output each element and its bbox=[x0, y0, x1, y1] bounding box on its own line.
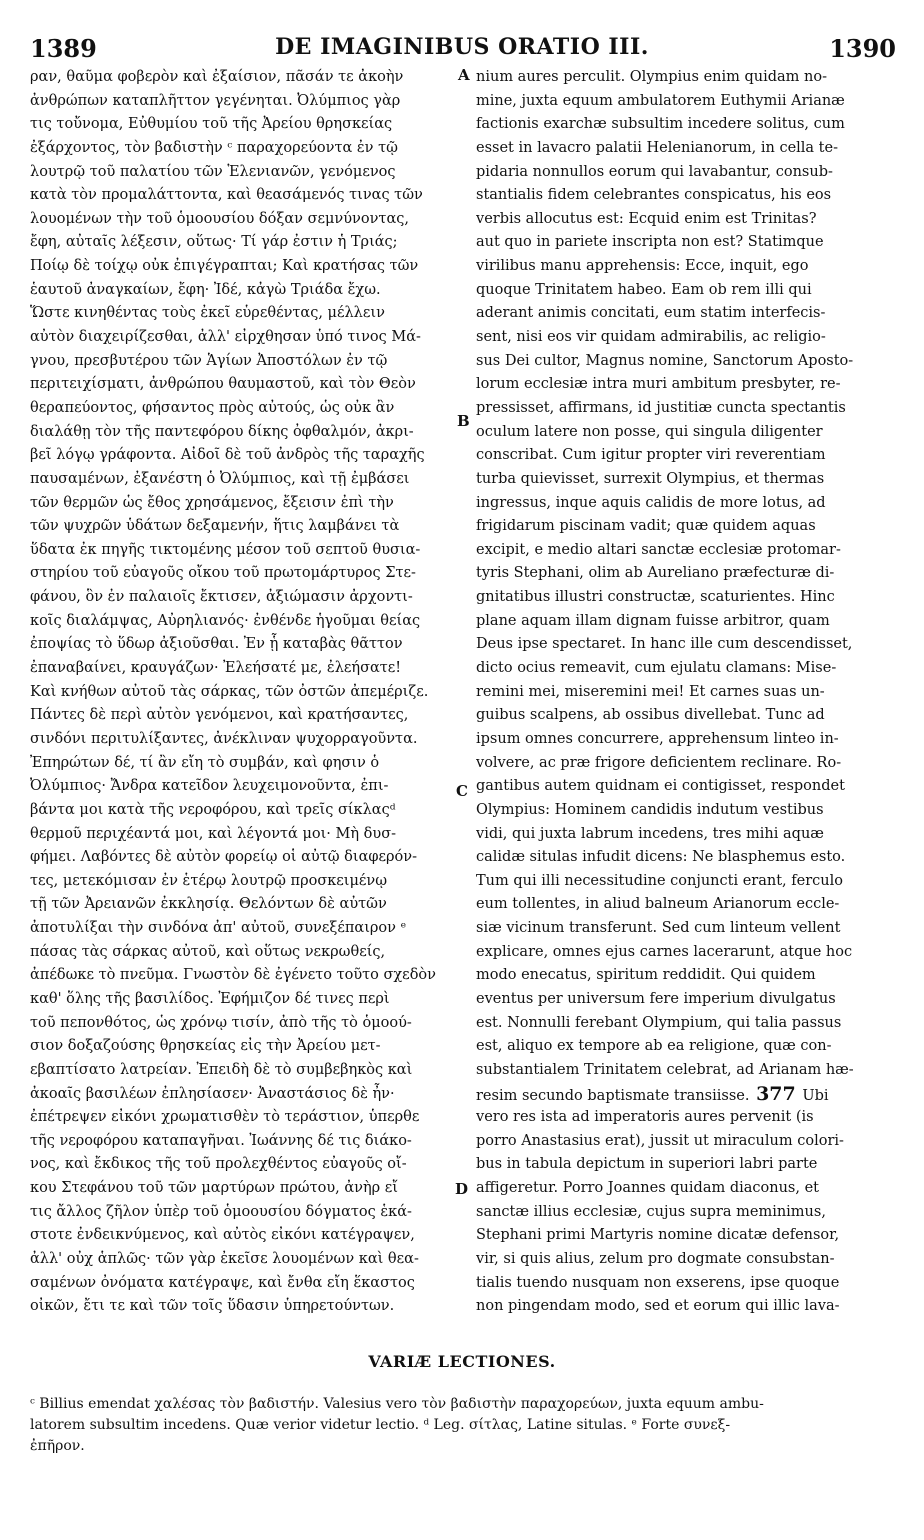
latin-text-line: dicto ocius remeavit, cum ejulatu clamans: Mise- bbox=[476, 660, 837, 677]
greek-text-line: ἀποτυλίξαι τὴν σινδόνα ἀπ' αὐτοῦ, συνεξέπαιρον ᵉ bbox=[30, 920, 407, 937]
greek-text-line: στηρίου τοῦ εὐαγοῦς οἴκου τοῦ πρωτομάρτυρος Στε- bbox=[30, 565, 416, 582]
greek-text-line: λουομένων τὴν τοῦ ὁμοουσίου δόξαν σεμνύνοντας, bbox=[30, 210, 409, 227]
latin-text-line: quoque Trinitatem habeo. Eam ob rem illi qui bbox=[476, 281, 812, 298]
greek-text-line: στοτε ἐνδεικνύμενος, καὶ αὐτὸς εἰκόνι κατέγραψεν, bbox=[30, 1227, 415, 1244]
greek-text-line: βεῖ λόγῳ γράφοντα. Αἰδοῖ δὲ τοῦ ἀνδρὸς τῆς ταραχῆς bbox=[30, 447, 425, 464]
greek-text-line: τῶν θερμῶν ὡς ἔθος χρησάμενος, ἔξεισιν ἐπὶ τὴν bbox=[30, 494, 394, 511]
greek-text-line: τις τοὔνομα, Εὐθυμίου τοῦ τῆς Ἀρείου θρησκείας bbox=[30, 116, 393, 133]
greek-text-line: Πάντες δὲ περὶ αὐτὸν γενόμενοι, καὶ κρατήσαντες, bbox=[30, 707, 409, 724]
latin-text-line: porro Anastasius erat), jussit ut miraculum colori- bbox=[476, 1132, 844, 1149]
page-number-left: 1389 bbox=[30, 34, 97, 63]
latin-text-line: oculum latere non posse, qui singula diligenter bbox=[476, 423, 823, 440]
greek-text-line: παυσαμένων, ἐξανέστη ὁ Ὀλύμπιος, καὶ τῇ ἐμβάσει bbox=[30, 470, 410, 487]
latin-text-line: resim secundo baptismate transiisse. 377 Ubi bbox=[476, 1082, 829, 1105]
variae-note-line: latorem subsultim incedens. Quæ verior videtur lectio. ᵈ Leg. σίτλας, Latine situlas. ᵉ Forte συνεξ- bbox=[30, 1417, 731, 1433]
latin-text-line: bus in tabula depictum in superiori labri parte bbox=[476, 1156, 818, 1173]
greek-text-line: Ὥστε κινηθέντας τοὺς ἐκεῖ εὑρεθέντας, μέλλειν bbox=[30, 305, 385, 322]
greek-text-line: καθ' ὅλης τῆς βασιλίδος. Ἐφήμιζον δέ τινες περὶ bbox=[30, 990, 390, 1007]
greek-text-line: θεραπεύοντος, φήσαντος πρὸς αὐτούς, ὡς οὐκ ἂν bbox=[30, 399, 395, 416]
greek-text-line: κοῖς διαλάμψας, Αὐρηλιανός· ἐνθένδε ἡγοῦμαι θείας bbox=[30, 612, 421, 629]
latin-text-line: est. Nonnulli ferebant Olympium, qui talia passus bbox=[476, 1014, 842, 1031]
latin-text-line: pressisset, affirmans, id justitiæ cuncta spectantis bbox=[476, 399, 846, 416]
latin-text-line: stantialis fidem celebrantes conspicatus, his eos bbox=[476, 187, 832, 204]
latin-text-line: vidi, qui juxta labrum incedens, tres mihi aquæ bbox=[476, 825, 824, 842]
latin-text-line: calidæ situlas infudit dicens: Ne blasphemus esto. bbox=[476, 849, 846, 866]
greek-text-line: τις ἄλλος ζῆλον ὑπὲρ τοῦ ὁμοουσίου δόγματος ἑκά- bbox=[30, 1203, 412, 1220]
latin-text-line: est, aliquo ex tempore ab ea religione, quæ con- bbox=[476, 1038, 832, 1055]
latin-text-line: ipsum omnes concurrere, apprehensum linteo in- bbox=[476, 730, 839, 747]
latin-text-line: volvere, ac præ frigore deficientem reclinare. Ro- bbox=[476, 754, 842, 771]
latin-text-line: remini mei, miseremini mei! Et carnes suas un- bbox=[476, 683, 825, 700]
latin-text-line: lorum ecclesiæ intra muri ambitum presbyter, re- bbox=[476, 376, 841, 393]
latin-text-line: affigeretur. Porro Joannes quidam diaconus, et bbox=[476, 1180, 819, 1197]
latin-text-line: siæ vicinum transferunt. Sed cum linteum vellent bbox=[476, 920, 841, 937]
section-marker-d: D bbox=[455, 1180, 469, 1198]
greek-text-line: Ἐπηρώτων δέ, τί ἂν εἴη τὸ συμβάν, καὶ φησιν ὁ bbox=[30, 754, 380, 771]
greek-text-line: κου Στεφάνου τοῦ τῶν μαρτύρων πρώτου, ἀνὴρ εἴ bbox=[30, 1180, 398, 1197]
latin-text-line: pidaria nonnullos eorum qui lavabantur, consub- bbox=[476, 163, 833, 180]
latin-text-line: virilibus manu apprehensis: Ecce, inquit, ego bbox=[476, 258, 809, 275]
greek-text-line: βάντα μοι κατὰ τῆς νεροφόρου, καὶ τρεῖς σίκλαςᵈ bbox=[30, 801, 396, 818]
latin-text-line: conscribat. Cum igitur propter viri reverentiam bbox=[476, 447, 826, 464]
latin-inline-word: Ubi bbox=[802, 1087, 829, 1104]
greek-text-line: ἑαυτοῦ ἀναγκαίων, ἔφη· Ἰδέ, κἀγὼ Τριάδα ἔχω. bbox=[30, 281, 381, 298]
latin-text-line: excipit, e medio altari sanctæ ecclesiæ protomar- bbox=[476, 541, 841, 558]
greek-text-line: τῆς νεροφόρου καταπαγῆναι. Ἰωάννης δέ τις διάκο- bbox=[30, 1132, 412, 1149]
section-marker-c: C bbox=[456, 782, 468, 800]
latin-text-line: frigidarum piscinam vadit; quæ quidem aquas bbox=[476, 518, 816, 535]
greek-text-column bbox=[30, 66, 458, 1319]
greek-text-line: ἐποψίας τὸ ὕδωρ ἀξιοῦσθαι. Ἐν ᾗ καταβὰς θᾶττον bbox=[30, 636, 403, 653]
greek-text-line: Καὶ κνήθων αὐτοῦ τὰς σάρκας, τῶν ὀστῶν ἀπεμέριζε. bbox=[30, 683, 429, 700]
latin-text-line: tialis tuendo nusquam non exserens, ipse quoque bbox=[476, 1274, 840, 1291]
column-number: 377 bbox=[749, 1082, 803, 1105]
latin-text-line: Deus ipse spectaret. In hanc ille cum descendisset, bbox=[476, 636, 853, 653]
latin-text-line: turba quievisset, surrexit Olympius, et thermas bbox=[476, 470, 825, 487]
greek-text-line: Ὀλύμπιος· Ἄνδρα κατεῖδον λευχειμονοῦντα, ἐπι- bbox=[30, 778, 389, 795]
greek-text-line: ὕδατα ἐκ πηγῆς τικτομένης μέσον τοῦ σεπτοῦ θυσια- bbox=[30, 541, 421, 558]
section-marker-b: B bbox=[457, 412, 470, 430]
page-header bbox=[24, 34, 900, 64]
greek-text-line: τες, μετεκόμισαν ἐν ἑτέρῳ λουτρῷ προσκειμένῳ bbox=[30, 872, 388, 889]
latin-text-line: vero res ista ad imperatoris aures pervenit (is bbox=[476, 1109, 814, 1126]
greek-text-line: λουτρῷ τοῦ παλατίου τῶν Ἑλενιανῶν, γενόμενος bbox=[30, 163, 396, 180]
greek-text-line: ἔφη, αὐταῖς λέξεσιν, οὕτως· Τί γάρ ἐστιν ἡ Τριάς; bbox=[30, 234, 398, 251]
latin-text-line: sus Dei cultor, Magnus nomine, Sanctorum Aposto- bbox=[476, 352, 854, 369]
latin-text-line: modo enecatus, spiritum reddidit. Qui quidem bbox=[476, 967, 816, 984]
latin-text-line: plane aquam illam dignam fuisse arbitror, quam bbox=[476, 612, 830, 629]
variae-lectiones-notes bbox=[30, 1394, 896, 1457]
greek-text-line: ἀπέδωκε τὸ πνεῦμα. Γνωστὸν δὲ ἐγένετο τοῦτο σχεδὸν bbox=[30, 967, 436, 984]
greek-text-line: αὐτὸν διαχειρίζεσθαι, ἀλλ' εἰρχθησαν ὑπό τινος Μά- bbox=[30, 329, 421, 346]
greek-text-line: ἀκοαῖς βασιλέων ἐπλησίασεν· Ἀναστάσιος δὲ ἦν· bbox=[30, 1085, 395, 1102]
latin-text-line: sent, nisi eos vir quidam admirabilis, ac religio- bbox=[476, 329, 826, 346]
greek-text-line: σαμένων ὀνόματα κατέγραψε, καὶ ἔνθα εἴη ἕκαστος bbox=[30, 1274, 415, 1291]
greek-text-line: ἀλλ' οὐχ ἁπλῶς· τῶν γὰρ ἐκεῖσε λουομένων καὶ θεα- bbox=[30, 1251, 419, 1268]
greek-text-line: ἐπέτρεψεν εἰκόνι χρωματισθὲν τὸ τεράστιον, ὑπερθε bbox=[30, 1109, 420, 1126]
latin-text-line: nium aures perculit. Olympius enim quidam no- bbox=[476, 69, 827, 85]
greek-text-line: σινδόνι περιτυλίξαντες, ἀνέκλιναν ψυχορραγοῦντα. bbox=[30, 730, 418, 747]
greek-text-line: σιον δοξαζούσης θρησκείας εἰς τὴν Ἀρείου μετ- bbox=[30, 1038, 381, 1055]
latin-text-line: aderant animis concitati, eum statim interfecis- bbox=[476, 305, 826, 322]
variae-lectiones-heading: VARIÆ LECTIONES. bbox=[368, 1352, 556, 1371]
greek-text-line: θερμοῦ περιχέαντά μοι, καὶ λέγοντά μοι· Μὴ δυσ- bbox=[30, 825, 397, 842]
variae-note-line: ἐπῆρον. bbox=[30, 1438, 85, 1454]
latin-text-line: gnitatibus illustri constructæ, scaturientes. Hinc bbox=[476, 589, 835, 606]
greek-text-line: φήμει. Λαβόντες δὲ αὐτὸν φορείῳ οἱ αὐτῷ διαφερόν- bbox=[30, 849, 417, 866]
latin-text-line: factionis exarchæ subsultim incedere solitus, cum bbox=[476, 116, 845, 133]
variae-note-line: ᶜ Billius emendat χαλέσας τὸν βαδιστήν. Valesius vero τὸν βαδιστὴν παραχορεύων, juxta equum ambu- bbox=[30, 1396, 764, 1412]
greek-text-line: πάσας τὰς σάρκας αὐτοῦ, καὶ οὕτως νεκρωθείς, bbox=[30, 943, 386, 960]
latin-text-line: mine, juxta equum ambulatorem Euthymii Arianæ bbox=[476, 92, 845, 109]
greek-text-line: γνου, πρεσβυτέρου τῶν Ἁγίων Ἀποστόλων ἐν τῷ bbox=[30, 352, 388, 369]
latin-text-line: substantialem Trinitatem celebrat, ad Arianam hæ- bbox=[476, 1061, 854, 1078]
greek-text-line: φάνου, ὃν ἐν παλαιοῖς ἔκτισεν, ἀξιώμασιν ἀρχοντι- bbox=[30, 589, 413, 606]
greek-text-line: τοῦ πεπονθότος, ὡς χρόνῳ τισίν, ἀπὸ τῆς τὸ ὁμοού- bbox=[30, 1014, 412, 1031]
greek-text-line: τῶν ψυχρῶν ὑδάτων δεξαμενήν, ἥτις λαμβάνει τὰ bbox=[30, 518, 400, 535]
greek-text-line: οἰκῶν, ἔτι τε καὶ τῶν τοῖς ὕδασιν ὑπηρετούντων. bbox=[30, 1298, 395, 1315]
latin-text-line: aut quo in pariete inscripta non est? Statimque bbox=[476, 234, 824, 251]
latin-text-line: explicare, omnes ejus carnes lacerarunt, atque hoc bbox=[476, 943, 853, 960]
page-number-right: 1390 bbox=[829, 34, 896, 63]
running-title: DE IMAGINIBUS ORATIO III. bbox=[275, 34, 649, 60]
greek-text-line: ραν, θαῦμα φοβερὸν καὶ ἐξαίσιον, πᾶσάν τε ἀκοὴν bbox=[30, 69, 404, 85]
greek-text-line: ἐπαναβαίνει, κραυγάζων· Ἐλεήσατέ με, ἐλεήσατε! bbox=[30, 660, 402, 677]
latin-text-line: tyris Stephani, olim ab Aureliano præfecturæ di- bbox=[476, 565, 835, 582]
latin-text-line: gantibus autem quidnam ei contigisset, respondet bbox=[476, 778, 845, 795]
greek-text-line: Ποίῳ δὲ τοίχῳ οὐκ ἐπιγέγραπται; Καὶ κρατήσας τῶν bbox=[30, 258, 419, 275]
latin-text-line: ingressus, inque aquis calidis de more lotus, ad bbox=[476, 494, 826, 511]
latin-text-line: esset in lavacro palatii Helenianorum, in cella te- bbox=[476, 139, 838, 156]
latin-text-line: Stephani primi Martyris nomine dicatæ defensor, bbox=[476, 1227, 840, 1244]
latin-text-line: non pingendam modo, sed et eorum qui illic lava- bbox=[476, 1298, 840, 1315]
greek-text-line: τῇ τῶν Ἀρειανῶν ἐκκλησίᾳ. Θελόντων δὲ αὐτῶν bbox=[30, 896, 387, 913]
latin-text-line: eum tollentes, in aliud balneum Arianorum eccle- bbox=[476, 896, 840, 913]
latin-text-line: verbis allocutus est: Ecquid enim est Trinitas? bbox=[476, 210, 817, 227]
section-marker-a: A bbox=[458, 66, 470, 84]
greek-text-line: νος, καὶ ἔκδικος τῆς τοῦ προλεχθέντος εὐαγοῦς οἴ- bbox=[30, 1156, 407, 1173]
greek-text-line: ἀνθρώπων καταπλῆττον γεγένηται. Ὀλύμπιος γὰρ bbox=[30, 92, 401, 109]
latin-text-line: guibus scalpens, ab ossibus divellebat. Tunc ad bbox=[476, 707, 825, 724]
latin-text-line: Olympius: Hominem candidis indutum vestibus bbox=[476, 801, 824, 818]
latin-text-column bbox=[476, 66, 896, 1319]
greek-text-line: περιτειχίσματι, ἀνθρώπου θαυμαστοῦ, καὶ τὸν Θεὸν bbox=[30, 376, 416, 393]
latin-text-line: eventus per universum fere imperium divulgatus bbox=[476, 990, 836, 1007]
greek-text-line: εβαπτίσατο λατρείαν. Ἐπειδὴ δὲ τὸ συμβεβηκὸς καὶ bbox=[30, 1061, 413, 1078]
greek-text-line: ἐξάρχοντος, τὸν βαδιστὴν ᶜ παραχορεύοντα ἐν τῷ bbox=[30, 139, 398, 156]
latin-text-line: sanctæ illius ecclesiæ, cujus supra meminimus, bbox=[476, 1203, 826, 1220]
latin-text-line: Tum qui illi necessitudine conjuncti erant, ferculo bbox=[476, 872, 843, 889]
greek-text-line: διαλάθῃ τὸν τῆς παντεφόρου δίκης ὀφθαλμόν, ἀκρι- bbox=[30, 423, 414, 440]
greek-text-line: κατὰ τὸν προμαλάττοντα, καὶ θεασάμενός τινας τῶν bbox=[30, 187, 423, 204]
latin-text-line: vir, si quis alius, zelum pro dogmate consubstan- bbox=[476, 1251, 835, 1268]
